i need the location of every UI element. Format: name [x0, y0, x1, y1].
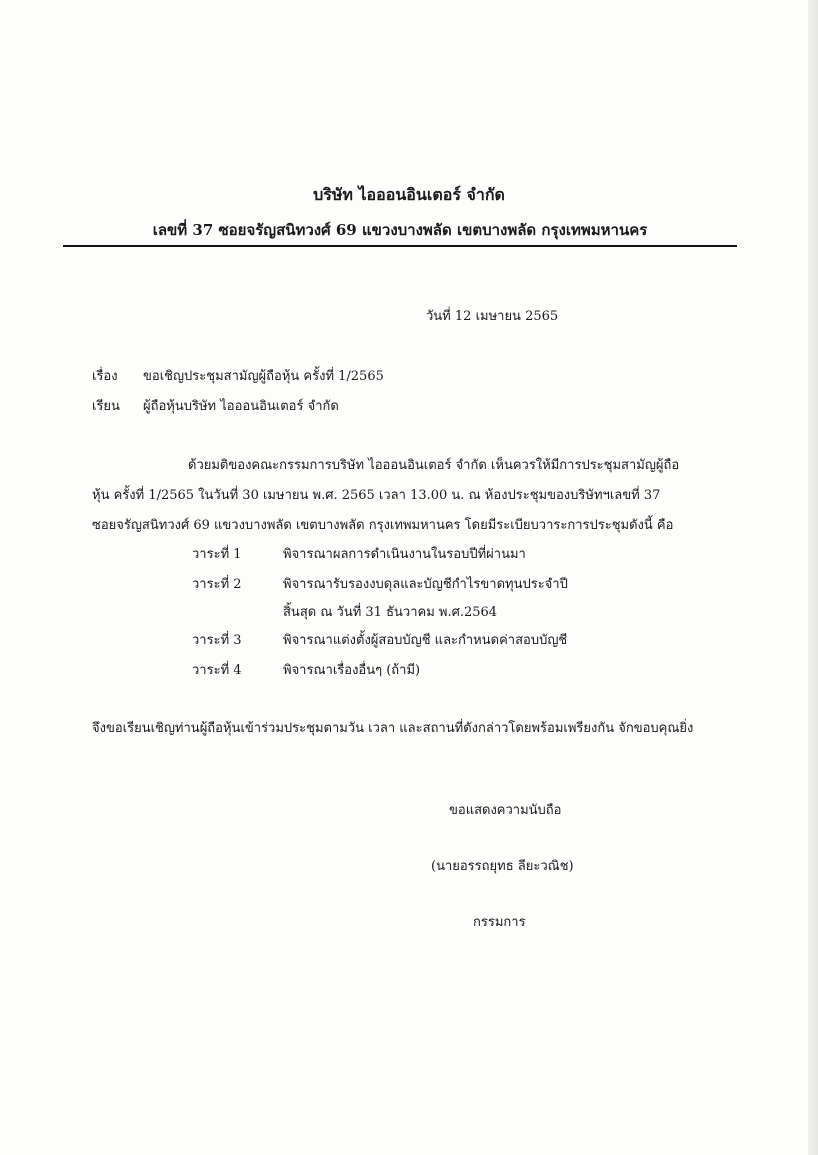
agenda-item: พิจารณาเรื่องอื่นๆ (ถ้ามี)	[283, 663, 421, 678]
signer-position: กรรมการ	[473, 915, 526, 930]
recipient-label: เรียน	[92, 399, 120, 414]
header-divider	[63, 245, 737, 247]
agenda-number: วาระที่ 4	[192, 663, 242, 678]
closing-paragraph: จึงขอเรียนเชิญท่านผู้ถือหุ้นเข้าร่วมประชุมตามวัน เวลา และสถานที่ดังกล่าวโดยพร้อมเพรียงกัน จักขอบคุณยิ่ง	[92, 721, 694, 736]
company-name: บริษัท ไอออนอินเตอร์ จำกัด	[313, 185, 505, 204]
recipient-text: ผู้ถือหุ้นบริษัท ไอออนอินเตอร์ จำกัด	[143, 399, 339, 414]
agenda-number: วาระที่ 1	[192, 547, 242, 562]
regards-text: ขอแสดงความนับถือ	[449, 803, 562, 818]
agenda-item: พิจารณาแต่งตั้งผู้สอบบัญชี และกำหนดค่าสอบบัญชี	[283, 633, 568, 648]
body-line-1: ด้วยมติของคณะกรรมการบริษัท ไอออนอินเตอร์ จำกัด เห็นควรให้มีการประชุมสามัญผู้ถือ	[188, 458, 680, 473]
subject-label: เรื่อง	[92, 369, 118, 384]
agenda-item: พิจารณารับรองงบดุลและบัญชีกำไรขาดทุนประจำปี	[283, 577, 568, 592]
agenda-item: พิจารณาผลการดำเนินงานในรอบปีที่ผ่านมา	[283, 547, 526, 562]
body-line-3: ซอยจรัญสนิทวงศ์ 69 แขวงบางพลัด เขตบางพลัด กรุงเทพมหานคร โดยมีระเบียบวาระการประชุมดังนี้ คือ	[92, 518, 674, 533]
agenda-item-continuation: สิ้นสุด ณ วันที่ 31 ธันวาคม พ.ศ.2564	[283, 605, 498, 620]
letter-date: วันที่ 12 เมษายน 2565	[426, 309, 559, 324]
page-edge-shadow	[808, 0, 818, 1155]
agenda-number: วาระที่ 2	[192, 577, 242, 592]
body-line-2: หุ้น ครั้งที่ 1/2565 ในวันที่ 30 เมษายน พ.ศ. 2565 เวลา 13.00 น. ณ ห้องประชุมของบริษัทฯเลขที่ 37	[92, 488, 661, 503]
signer-name: (นายอรรถยุทธ ลียะวณิช)	[431, 859, 574, 874]
subject-text: ขอเชิญประชุมสามัญผู้ถือหุ้น ครั้งที่ 1/2565	[143, 369, 384, 384]
company-address: เลขที่ 37 ซอยจรัญสนิทวงศ์ 69 แขวงบางพลัด เขตบางพลัด กรุงเทพมหานคร	[152, 221, 648, 239]
agenda-number: วาระที่ 3	[192, 633, 242, 648]
